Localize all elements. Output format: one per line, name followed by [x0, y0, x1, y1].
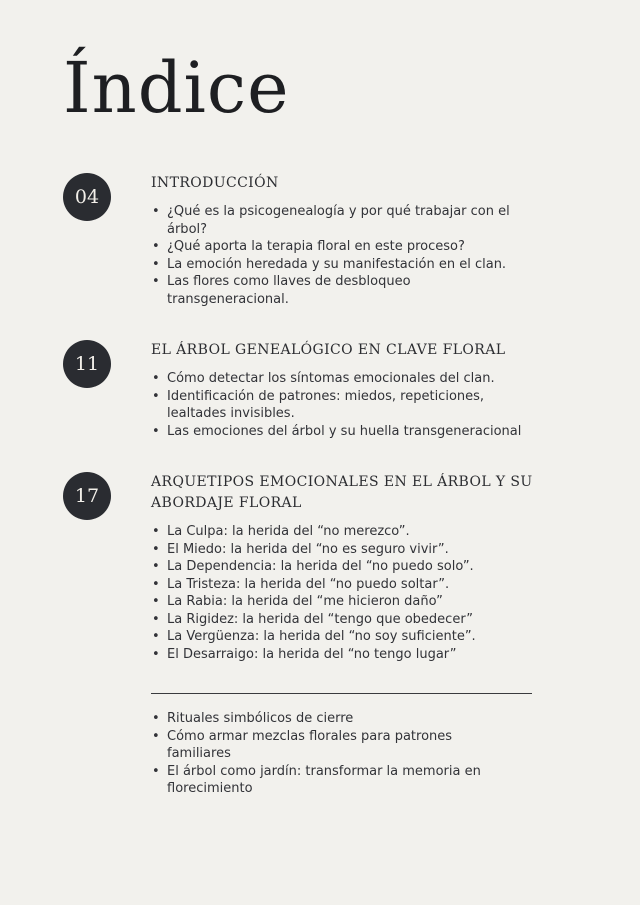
- toc-item: [151, 541, 529, 559]
- bullet-icon: •: [152, 388, 160, 404]
- toc-item-text: Cómo detectar los síntomas emocionales del clan.: [167, 371, 495, 386]
- toc-item: [151, 611, 529, 629]
- toc-list: [151, 710, 483, 798]
- toc-item-text: Cómo armar mezclas florales para patrones familiares: [167, 728, 453, 761]
- toc-item-text: La Culpa: la herida del “no merezco”.: [167, 524, 410, 539]
- section-number: 04: [74, 186, 100, 208]
- toc-list: [151, 523, 529, 663]
- toc-item: [151, 256, 529, 274]
- bullet-icon: •: [152, 204, 160, 219]
- toc-item: [151, 593, 529, 611]
- section-divider: [151, 693, 532, 694]
- toc-item-text: La Vergüenza: la herida del “no soy suficiente”.: [167, 629, 476, 644]
- toc-item: [151, 370, 529, 388]
- toc-item: [151, 388, 529, 423]
- toc-item-text: ¿Qué aporta la terapia floral en este proceso?: [167, 239, 465, 254]
- bullet-icon: •: [152, 559, 160, 574]
- toc-item: [151, 646, 529, 664]
- bullet-icon: •: [152, 541, 160, 557]
- bullet-icon: •: [152, 256, 160, 272]
- toc-item: [151, 523, 529, 541]
- toc-section-arquetipos: [63, 470, 640, 663]
- section-content: [151, 171, 529, 308]
- toc-section-introduccion: [63, 171, 640, 308]
- toc-item: [151, 763, 483, 798]
- toc-item: [151, 273, 529, 308]
- toc-item: [151, 728, 483, 763]
- section-content: [151, 470, 581, 663]
- section-number-badge: [63, 472, 111, 520]
- toc-item-text: La Rabia: la herida del “me hicieron daño”: [167, 594, 443, 609]
- section-number-badge: [63, 173, 111, 221]
- toc-item-text: Rituales simbólicos de cierre: [167, 711, 354, 726]
- toc-item: [151, 203, 529, 238]
- bullet-icon: •: [152, 524, 160, 539]
- bullet-icon: •: [152, 371, 160, 386]
- bullet-icon: •: [152, 423, 160, 439]
- toc-item-text: Las emociones del árbol y su huella transgeneracional: [167, 423, 522, 439]
- toc-item: [151, 423, 529, 441]
- toc-item-text: El Desarraigo: la herida del “no tengo lugar”: [167, 646, 457, 662]
- toc-item-text: La Rigidez: la herida del “tengo que obedecer”: [167, 611, 473, 627]
- section-heading: ARQUETIPOS EMOCIONALES EN EL ÁRBOL Y SU ABORDAJE FLORAL: [151, 474, 533, 511]
- toc-list: [151, 203, 529, 308]
- section-heading: INTRODUCCIÓN: [151, 175, 279, 191]
- section-number: 17: [74, 485, 100, 507]
- section-content: [151, 338, 529, 440]
- toc-item-text: Identificación de patrones: miedos, repeticiones, lealtades invisibles.: [167, 388, 485, 421]
- toc-item-text: El árbol como jardín: transformar la memoria en florecimiento: [167, 763, 481, 796]
- section-number-badge: [63, 340, 111, 388]
- toc-item-text: Las flores como llaves de desbloqueo transgeneracional.: [167, 274, 411, 307]
- toc-item-text: El Miedo: la herida del “no es seguro vivir”.: [167, 541, 449, 557]
- closing-section: [151, 693, 640, 798]
- bullet-icon: •: [152, 646, 160, 662]
- bullet-icon: •: [152, 594, 160, 609]
- toc-item: [151, 558, 529, 576]
- toc-item: [151, 238, 529, 256]
- bullet-icon: •: [152, 611, 160, 627]
- toc-item-text: La Tristeza: la herida del “no puedo soltar”.: [167, 576, 450, 592]
- section-number: 11: [74, 353, 100, 375]
- page-title: Índice: [63, 47, 290, 129]
- toc-item-text: La emoción heredada y su manifestación en el clan.: [167, 256, 507, 272]
- bullet-icon: •: [152, 763, 160, 779]
- bullet-icon: •: [152, 711, 160, 726]
- section-heading: EL ÁRBOL GENEALÓGICO EN CLAVE FLORAL: [151, 342, 506, 358]
- bullet-icon: •: [152, 239, 160, 254]
- toc-item: [151, 710, 483, 728]
- toc-item-text: La Dependencia: la herida del “no puedo solo”.: [167, 559, 474, 574]
- bullet-icon: •: [152, 728, 160, 744]
- bullet-icon: •: [152, 629, 160, 644]
- bullet-icon: •: [152, 576, 160, 592]
- toc-item: [151, 628, 529, 646]
- toc-item-text: ¿Qué es la psicogenealogía y por qué trabajar con el árbol?: [167, 204, 510, 237]
- toc-section-arbol-genealogico: [63, 338, 640, 440]
- toc-list: [151, 370, 529, 440]
- bullet-icon: •: [152, 274, 160, 289]
- toc-item: [151, 576, 529, 594]
